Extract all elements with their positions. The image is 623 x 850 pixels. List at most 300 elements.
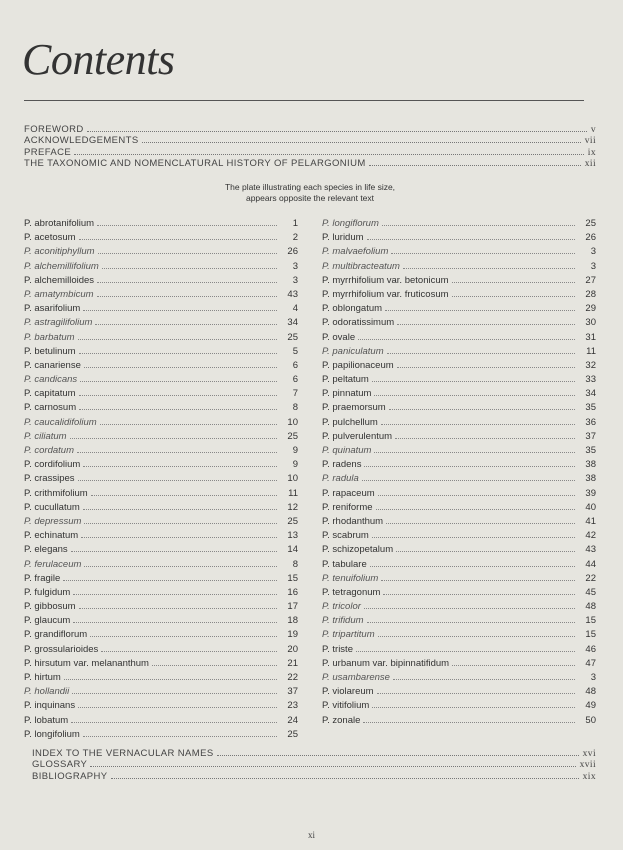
- toc-entry-label: P. longiflorum: [322, 218, 379, 229]
- toc-entry[interactable]: [24, 615, 298, 629]
- dot-leader: [80, 381, 277, 382]
- toc-entry-label: P. pulchellum: [322, 416, 378, 428]
- dot-leader: [367, 622, 575, 623]
- toc-entry-label: P. abrotanifolium: [24, 218, 95, 229]
- dot-leader: [396, 551, 575, 552]
- dot-leader: [363, 722, 575, 723]
- toc-entry-page: 25: [287, 430, 298, 442]
- toc-entry[interactable]: [322, 303, 596, 317]
- dot-leader: [73, 594, 277, 595]
- toc-entry[interactable]: [322, 502, 596, 516]
- toc-entry-label: P. trifidum: [322, 615, 364, 627]
- toc-entry-page: 22: [585, 572, 596, 584]
- toc-entry-page: 47: [585, 657, 596, 669]
- dot-leader: [362, 480, 575, 481]
- toc-entry-label: P. alchemillifolium: [24, 260, 99, 272]
- toc-entry[interactable]: [322, 232, 596, 246]
- toc-entry[interactable]: [24, 218, 298, 232]
- toc-entry[interactable]: [322, 317, 596, 331]
- dot-leader: [79, 395, 277, 396]
- toc-entry-label: P. fragile: [24, 572, 61, 584]
- toc-entry[interactable]: [24, 158, 596, 169]
- toc-entry-label: P. odoratissimum: [322, 317, 395, 329]
- toc-entry[interactable]: [322, 629, 596, 643]
- toc-entry-label: P. cucullatum: [24, 501, 80, 513]
- toc-entry[interactable]: [24, 135, 596, 146]
- toc-entry-page: 35: [585, 402, 596, 414]
- toc-entry-page: 36: [585, 416, 596, 428]
- toc-entry[interactable]: [322, 417, 596, 431]
- toc-entry-page: 24: [287, 714, 298, 726]
- toc-entry-label: P. capitatum: [24, 388, 76, 400]
- toc-entry-label: P. radula: [322, 473, 359, 485]
- dot-leader: [83, 509, 277, 510]
- toc-entry[interactable]: [322, 672, 596, 686]
- toc-entry[interactable]: [24, 502, 298, 516]
- dot-leader: [452, 665, 575, 666]
- toc-entry-page: 8: [292, 402, 298, 414]
- toc-entry-label: P. ferulaceum: [24, 558, 82, 570]
- toc-entry-page: 6: [292, 359, 298, 371]
- dot-leader: [100, 424, 277, 425]
- toc-entry-label: P. elegans: [24, 544, 68, 556]
- dot-leader: [78, 707, 277, 708]
- dot-leader: [81, 537, 277, 538]
- toc-entry-label: P. oblongatum: [322, 303, 383, 315]
- toc-entry[interactable]: [24, 289, 298, 303]
- dot-leader: [87, 130, 587, 132]
- toc-entry-label: P. luridum: [322, 232, 364, 244]
- toc-entry-page: xvii: [579, 760, 596, 771]
- toc-entry-label: P. asarifolium: [24, 303, 81, 315]
- dot-leader: [358, 339, 575, 340]
- dot-leader: [393, 679, 575, 680]
- toc-entry-page: 3: [590, 672, 596, 683]
- toc-entry-label: P. crithmifolium: [24, 487, 88, 499]
- front-matter-list: [24, 124, 596, 169]
- toc-entry[interactable]: [24, 402, 298, 416]
- toc-entry[interactable]: [24, 232, 298, 246]
- toc-entry[interactable]: [24, 431, 298, 445]
- dot-leader: [111, 777, 579, 779]
- toc-entry-page: 43: [287, 288, 298, 300]
- dot-leader: [83, 466, 277, 467]
- toc-entry[interactable]: [322, 246, 596, 260]
- toc-entry-label: P. papilionaceum: [322, 359, 394, 371]
- dot-leader: [152, 665, 277, 666]
- toc-entry-label: PREFACE: [24, 146, 72, 158]
- dot-leader: [97, 296, 277, 297]
- toc-entry-label: P. rapaceum: [322, 487, 375, 499]
- toc-entry[interactable]: [32, 759, 596, 770]
- dot-leader: [64, 679, 277, 680]
- dot-leader: [79, 608, 277, 609]
- species-list-left: [24, 218, 298, 743]
- toc-entry-label: P. amatymbicum: [24, 288, 94, 300]
- toc-entry-page: 12: [287, 501, 298, 513]
- toc-entry[interactable]: [322, 644, 596, 658]
- toc-entry-page: xix: [582, 771, 596, 782]
- toc-entry[interactable]: [24, 587, 298, 601]
- toc-entry[interactable]: [32, 748, 596, 759]
- toc-entry-label: P. praemorsum: [322, 402, 386, 414]
- toc-entry[interactable]: [322, 715, 596, 729]
- dot-leader: [90, 765, 575, 767]
- toc-entry[interactable]: [322, 658, 596, 672]
- toc-entry-page: 13: [287, 530, 298, 542]
- toc-entry[interactable]: [24, 317, 298, 331]
- toc-entry-label: P. canariense: [24, 359, 81, 371]
- toc-entry-page: 37: [287, 686, 298, 698]
- toc-entry[interactable]: [24, 573, 298, 587]
- toc-entry-page: 25: [585, 218, 596, 229]
- toc-entry-page: 1: [292, 218, 298, 229]
- toc-entry[interactable]: [24, 700, 298, 714]
- toc-entry-label: P. astragilifolium: [24, 317, 93, 329]
- dot-leader: [372, 537, 575, 538]
- dot-leader: [372, 381, 575, 382]
- toc-entry-page: 33: [585, 374, 596, 386]
- toc-entry[interactable]: [24, 147, 596, 158]
- toc-entry[interactable]: [24, 275, 298, 289]
- toc-entry[interactable]: [24, 530, 298, 544]
- dot-leader: [395, 438, 575, 439]
- toc-entry-label: ACKNOWLEDGEMENTS: [24, 135, 139, 147]
- dot-leader: [377, 693, 575, 694]
- dot-leader: [378, 495, 575, 496]
- toc-entry[interactable]: [24, 686, 298, 700]
- dot-leader: [71, 551, 277, 552]
- toc-entry-label: P. myrrhifolium var. betonicum: [322, 274, 449, 286]
- toc-entry-page: 46: [585, 643, 596, 655]
- dot-leader: [369, 164, 581, 166]
- toc-entry-label: P. pulverulentum: [322, 430, 393, 442]
- toc-entry-label: P. crassipes: [24, 473, 75, 485]
- toc-entry-page: 19: [287, 629, 298, 641]
- toc-entry-page: vii: [584, 136, 596, 147]
- dot-leader: [364, 608, 575, 609]
- toc-entry[interactable]: [24, 559, 298, 573]
- toc-entry-page: 8: [292, 558, 298, 570]
- toc-entry[interactable]: [24, 544, 298, 558]
- toc-entry-label: P. hirtum: [24, 672, 61, 683]
- toc-entry[interactable]: [322, 488, 596, 502]
- toc-entry[interactable]: [24, 261, 298, 275]
- dot-leader: [101, 651, 277, 652]
- toc-entry-page: 40: [585, 501, 596, 513]
- toc-entry-label: BIBLIOGRAPHY: [32, 770, 108, 782]
- toc-entry[interactable]: [322, 261, 596, 275]
- title-rule: [24, 100, 584, 101]
- toc-entry-label: P. gibbosum: [24, 601, 76, 613]
- toc-entry[interactable]: [322, 289, 596, 303]
- toc-entry[interactable]: [24, 445, 298, 459]
- toc-entry-page: xii: [584, 158, 596, 169]
- dot-leader: [372, 707, 575, 708]
- toc-entry[interactable]: [24, 346, 298, 360]
- toc-entry-label: P. carnosum: [24, 402, 77, 414]
- dot-leader: [78, 480, 277, 481]
- dot-leader: [78, 339, 277, 340]
- toc-entry-page: 9: [292, 459, 298, 471]
- toc-entry-label: P. grossularioides: [24, 643, 99, 655]
- toc-entry[interactable]: [24, 374, 298, 388]
- toc-entry-page: 20: [287, 643, 298, 655]
- dot-leader: [376, 509, 575, 510]
- toc-entry[interactable]: [322, 516, 596, 530]
- dot-leader: [389, 409, 575, 410]
- dot-leader: [79, 409, 277, 410]
- toc-entry[interactable]: [24, 658, 298, 672]
- dot-leader: [452, 282, 575, 283]
- species-list-right: [322, 218, 596, 729]
- toc-entry-page: 26: [287, 246, 298, 258]
- toc-entry-label: P. cordifolium: [24, 459, 81, 471]
- dot-leader: [385, 310, 575, 311]
- toc-entry-page: 48: [585, 601, 596, 613]
- toc-entry[interactable]: [32, 771, 596, 782]
- toc-entry-page: 14: [287, 544, 298, 556]
- toc-entry[interactable]: [24, 417, 298, 431]
- toc-entry-label: P. fulgidum: [24, 586, 71, 598]
- toc-entry-label: P. malvaefolium: [322, 246, 389, 258]
- dot-leader: [367, 239, 575, 240]
- toc-entry-label: P. hollandii: [24, 686, 70, 698]
- toc-entry-page: 37: [585, 430, 596, 442]
- toc-entry-label: P. vitifolium: [322, 700, 370, 712]
- toc-entry-label: P. ciliatum: [24, 430, 67, 442]
- toc-entry-label: P. quinatum: [322, 445, 372, 456]
- toc-entry-label: P. paniculatum: [322, 345, 384, 357]
- dot-leader: [383, 594, 575, 595]
- toc-entry-label: P. alchemilloides: [24, 274, 95, 286]
- dot-leader: [84, 566, 277, 567]
- toc-entry-page: 28: [585, 288, 596, 300]
- toc-entry[interactable]: [322, 573, 596, 587]
- toc-entry[interactable]: [24, 488, 298, 502]
- toc-entry[interactable]: [322, 374, 596, 388]
- dot-leader: [381, 580, 575, 581]
- toc-entry-label: P. schizopetalum: [322, 544, 394, 556]
- dot-leader: [72, 693, 277, 694]
- toc-entry-page: 27: [585, 274, 596, 286]
- toc-entry-page: ix: [587, 147, 596, 158]
- toc-entry-page: v: [590, 125, 596, 135]
- page-title: Contents: [22, 35, 175, 84]
- toc-entry-label: P. usambarense: [322, 672, 390, 683]
- toc-entry[interactable]: [322, 218, 596, 232]
- toc-entry-label: P. aconitiphyllum: [24, 246, 95, 258]
- dot-leader: [83, 310, 277, 311]
- toc-entry-label: P. tripartitum: [322, 629, 375, 641]
- toc-entry[interactable]: [322, 402, 596, 416]
- toc-entry-page: 4: [292, 303, 298, 315]
- toc-entry-label: P. caucalidifolium: [24, 416, 97, 428]
- toc-entry-page: 16: [287, 586, 298, 598]
- dot-leader: [370, 566, 575, 567]
- dot-leader: [98, 253, 277, 254]
- toc-entry-page: 26: [585, 232, 596, 244]
- dot-leader: [84, 523, 277, 524]
- toc-entry[interactable]: [322, 346, 596, 360]
- toc-entry[interactable]: [322, 431, 596, 445]
- toc-entry-page: 15: [287, 572, 298, 584]
- toc-entry-page: 17: [287, 601, 298, 613]
- toc-entry-label: P. betulinum: [24, 345, 76, 357]
- dot-leader: [452, 296, 575, 297]
- dot-leader: [97, 225, 277, 226]
- dot-leader: [397, 367, 575, 368]
- toc-entry-label: P. echinatum: [24, 530, 79, 542]
- toc-entry-page: 22: [287, 672, 298, 683]
- toc-entry-page: 2: [292, 232, 298, 244]
- toc-entry[interactable]: [24, 473, 298, 487]
- toc-entry-page: 15: [585, 629, 596, 641]
- toc-entry-page: 25: [287, 331, 298, 343]
- dot-leader: [95, 324, 277, 325]
- toc-entry-page: 9: [292, 445, 298, 456]
- toc-entry[interactable]: [24, 360, 298, 374]
- toc-entry-page: 11: [288, 487, 298, 499]
- toc-entry-label: P. violareum: [322, 686, 374, 698]
- plate-note: [150, 182, 470, 204]
- dot-leader: [74, 153, 584, 155]
- toc-entry[interactable]: [24, 516, 298, 530]
- toc-entry-page: 18: [287, 615, 298, 627]
- toc-entry[interactable]: [322, 615, 596, 629]
- toc-entry[interactable]: [24, 246, 298, 260]
- toc-entry-page: 43: [585, 544, 596, 556]
- toc-entry-label: P. candicans: [24, 374, 78, 386]
- dot-leader: [90, 636, 277, 637]
- toc-entry-label: P. acetosum: [24, 232, 76, 244]
- toc-entry-label: P. glaucum: [24, 615, 71, 627]
- toc-entry-page: 38: [585, 473, 596, 485]
- toc-entry-page: 50: [585, 714, 596, 726]
- toc-entry-page: 3: [590, 260, 596, 272]
- toc-entry[interactable]: [322, 544, 596, 558]
- toc-entry[interactable]: [24, 332, 298, 346]
- dot-leader: [84, 367, 277, 368]
- dot-leader: [73, 622, 277, 623]
- toc-entry-page: 41: [585, 515, 596, 527]
- toc-entry[interactable]: [322, 388, 596, 402]
- toc-entry[interactable]: [322, 530, 596, 544]
- toc-entry[interactable]: [24, 715, 298, 729]
- toc-entry-page: xvi: [582, 749, 596, 759]
- toc-entry-page: 3: [292, 260, 298, 272]
- dot-leader: [387, 353, 575, 354]
- toc-entry-label: P. tenuifolium: [322, 572, 379, 584]
- toc-entry-page: 3: [292, 274, 298, 286]
- dot-leader: [142, 141, 581, 143]
- toc-entry-page: 3: [590, 246, 596, 258]
- toc-entry-page: 6: [292, 374, 298, 386]
- toc-entry[interactable]: [24, 303, 298, 317]
- back-matter-list: [32, 748, 596, 782]
- toc-entry-label: P. tricolor: [322, 601, 361, 613]
- toc-entry[interactable]: [24, 729, 298, 743]
- toc-entry-label: P. hirsutum var. melananthum: [24, 657, 149, 669]
- toc-entry[interactable]: [322, 332, 596, 346]
- toc-entry-label: P. longifolium: [24, 728, 80, 740]
- toc-entry-label: P. grandiflorum: [24, 629, 88, 641]
- page-number: xi: [307, 830, 315, 840]
- dot-leader: [386, 523, 575, 524]
- toc-entry-page: 34: [585, 388, 596, 400]
- dot-leader: [356, 651, 575, 652]
- toc-entry-label: P. peltatum: [322, 374, 369, 386]
- toc-entry-page: 29: [585, 303, 596, 315]
- toc-entry-label: P. ovale: [322, 331, 356, 343]
- toc-entry-page: 34: [287, 317, 298, 329]
- toc-entry-label: P. barbatum: [24, 331, 75, 343]
- dot-leader: [374, 452, 575, 453]
- toc-entry[interactable]: [322, 587, 596, 601]
- toc-entry-page: 21: [287, 657, 298, 669]
- toc-entry-page: 5: [292, 345, 298, 357]
- toc-entry-label: P. zonale: [322, 714, 361, 726]
- dot-leader: [97, 282, 277, 283]
- toc-entry-page: 38: [585, 459, 596, 471]
- toc-entry[interactable]: [322, 360, 596, 374]
- toc-entry[interactable]: [322, 459, 596, 473]
- toc-entry[interactable]: [24, 629, 298, 643]
- toc-entry-label: P. pinnatum: [322, 388, 372, 400]
- toc-entry-page: 25: [287, 515, 298, 527]
- toc-entry[interactable]: [322, 601, 596, 615]
- toc-entry[interactable]: [24, 672, 298, 686]
- toc-entry[interactable]: [322, 473, 596, 487]
- dot-leader: [79, 239, 277, 240]
- dot-leader: [381, 424, 575, 425]
- toc-entry-label: P. tabulare: [322, 558, 367, 570]
- plate-note-line-2: appears opposite the relevant text: [245, 193, 375, 203]
- toc-entry-page: 32: [585, 359, 596, 371]
- dot-leader: [102, 268, 277, 269]
- toc-entry[interactable]: [322, 700, 596, 714]
- dot-leader: [382, 225, 575, 226]
- toc-entry[interactable]: [24, 388, 298, 402]
- toc-entry[interactable]: [322, 275, 596, 289]
- toc-entry[interactable]: [24, 459, 298, 473]
- dot-leader: [79, 353, 277, 354]
- dot-leader: [83, 736, 277, 737]
- dot-leader: [63, 580, 277, 581]
- toc-entry[interactable]: [322, 445, 596, 459]
- dot-leader: [217, 754, 579, 756]
- toc-entry-label: P. multibracteatum: [322, 260, 400, 272]
- dot-leader: [91, 495, 277, 496]
- toc-entry-page: 11: [586, 345, 596, 357]
- toc-entry[interactable]: [24, 644, 298, 658]
- toc-entry-page: 48: [585, 686, 596, 698]
- toc-entry[interactable]: [322, 686, 596, 700]
- toc-entry[interactable]: [322, 559, 596, 573]
- toc-entry-label: GLOSSARY: [32, 759, 88, 771]
- dot-leader: [77, 452, 277, 453]
- toc-entry-label: P. depressum: [24, 515, 82, 527]
- dot-leader: [364, 466, 575, 467]
- toc-entry-label: P. lobatum: [24, 714, 69, 726]
- toc-entry-label: INDEX TO THE VERNACULAR NAMES: [32, 748, 214, 759]
- dot-leader: [403, 268, 575, 269]
- toc-entry-page: 10: [287, 473, 298, 485]
- toc-entry[interactable]: [24, 124, 596, 135]
- dot-leader: [374, 395, 575, 396]
- dot-leader: [70, 438, 277, 439]
- toc-entry[interactable]: [24, 601, 298, 615]
